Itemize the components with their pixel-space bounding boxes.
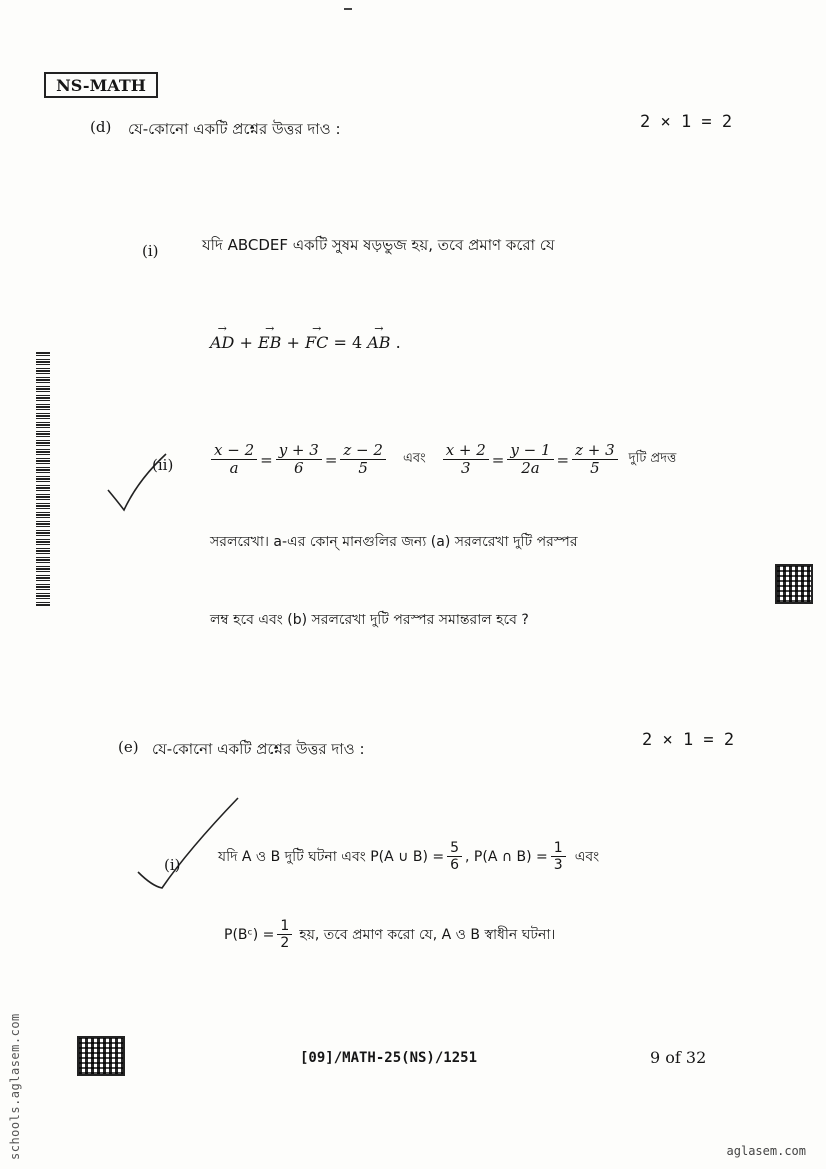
question-d-i-text: যদি ABCDEF একটি সুষম ষড়ভুজ হয়, তবে প্রমাণ করো যে: [202, 236, 555, 254]
fraction-p-intersection: $\frac{1}{3}$: [551, 840, 566, 873]
fraction-p-union: $\frac{5}{6}$: [447, 840, 462, 873]
question-e-i-line1: যদি A ও B দুটি ঘটনা এবং P(A ∪ B) = $\frac{5}{6}$ , P(A ∩ B) = $\frac{1}{3}$ এবং: [218, 840, 600, 874]
section-e-label: (e): [118, 738, 139, 756]
question-d-ii-line2: সরলরেখা। a-এর কোন্ মানগুলির জন্য (a) সরলরেখা দুটি পরস্পর: [210, 534, 578, 550]
side-barcode: [36, 352, 50, 606]
section-d-label: (d): [90, 118, 112, 136]
question-e-i-label: (i): [164, 856, 181, 874]
vector-ab: → AB: [367, 322, 391, 352]
page-number: 9 of 32: [650, 1048, 707, 1067]
paper-code: [09]/MATH-25(NS)/1251: [300, 1050, 478, 1066]
question-d-ii-line3: লম্ব হবে এবং (b) সরলরেখা দুটি পরস্পর সমান্তরাল হবে ?: [210, 612, 529, 628]
qr-code-right: [775, 564, 813, 604]
corner-watermark: aglasem.com: [726, 1144, 806, 1158]
vector-fc: → FC: [305, 322, 329, 352]
vector-eb: → EB: [257, 322, 282, 352]
subject-header-box: [44, 72, 158, 98]
scan-speck: [344, 8, 352, 10]
section-e-marks: 2 × 1 = 2: [642, 730, 735, 750]
fraction-z2: $\frac{z + 3}{5}$: [572, 442, 618, 478]
fraction-y: $\frac{y + 3}{6}$: [276, 442, 322, 478]
question-d-i-label: (i): [142, 242, 159, 260]
question-e-i-line2: P(Bᶜ) = $\frac{1}{2}$ হয়, তবে প্রমাণ করো যে, A ও B স্বাধীন ঘটনা।: [224, 918, 556, 952]
line-equations: $\frac{x - 2}{a}$ = $\frac{y + 3}{6}$ = $\frac{z - 2}{5}$ এবং $\frac{x + 2}{3}$ = $\frac{y - 1}{2a}$ = $\frac{z + 3}{5}$ দুটি প্রদত্ত: [208, 442, 676, 478]
question-d-ii-label: (ii): [152, 456, 174, 474]
section-d-instruction: যে-কোনো একটি প্রশ্নের উত্তর দাও :: [128, 120, 341, 138]
subject-header-label: NS-MATH: [56, 75, 146, 95]
side-watermark: schools.aglasem.com: [8, 1013, 22, 1160]
fraction-x: $\frac{x - 2}{a}$: [211, 442, 257, 478]
fraction-z: $\frac{z - 2}{5}$: [340, 442, 386, 478]
vector-ad: → AD: [210, 322, 235, 352]
qr-code-bottom: [77, 1036, 125, 1076]
fraction-p-complement: $\frac{1}{2}$: [277, 918, 292, 951]
section-d-marks: 2 × 1 = 2: [640, 112, 733, 132]
section-e-instruction: যে-কোনো একটি প্রশ্নের উত্তর দাও :: [152, 740, 365, 758]
vector-equation: → AD + → EB + → FC = 4 → AB .: [210, 322, 401, 352]
fraction-y2: $\frac{y - 1}{2a}$: [507, 442, 553, 478]
fraction-x2: $\frac{x + 2}{3}$: [443, 442, 489, 478]
